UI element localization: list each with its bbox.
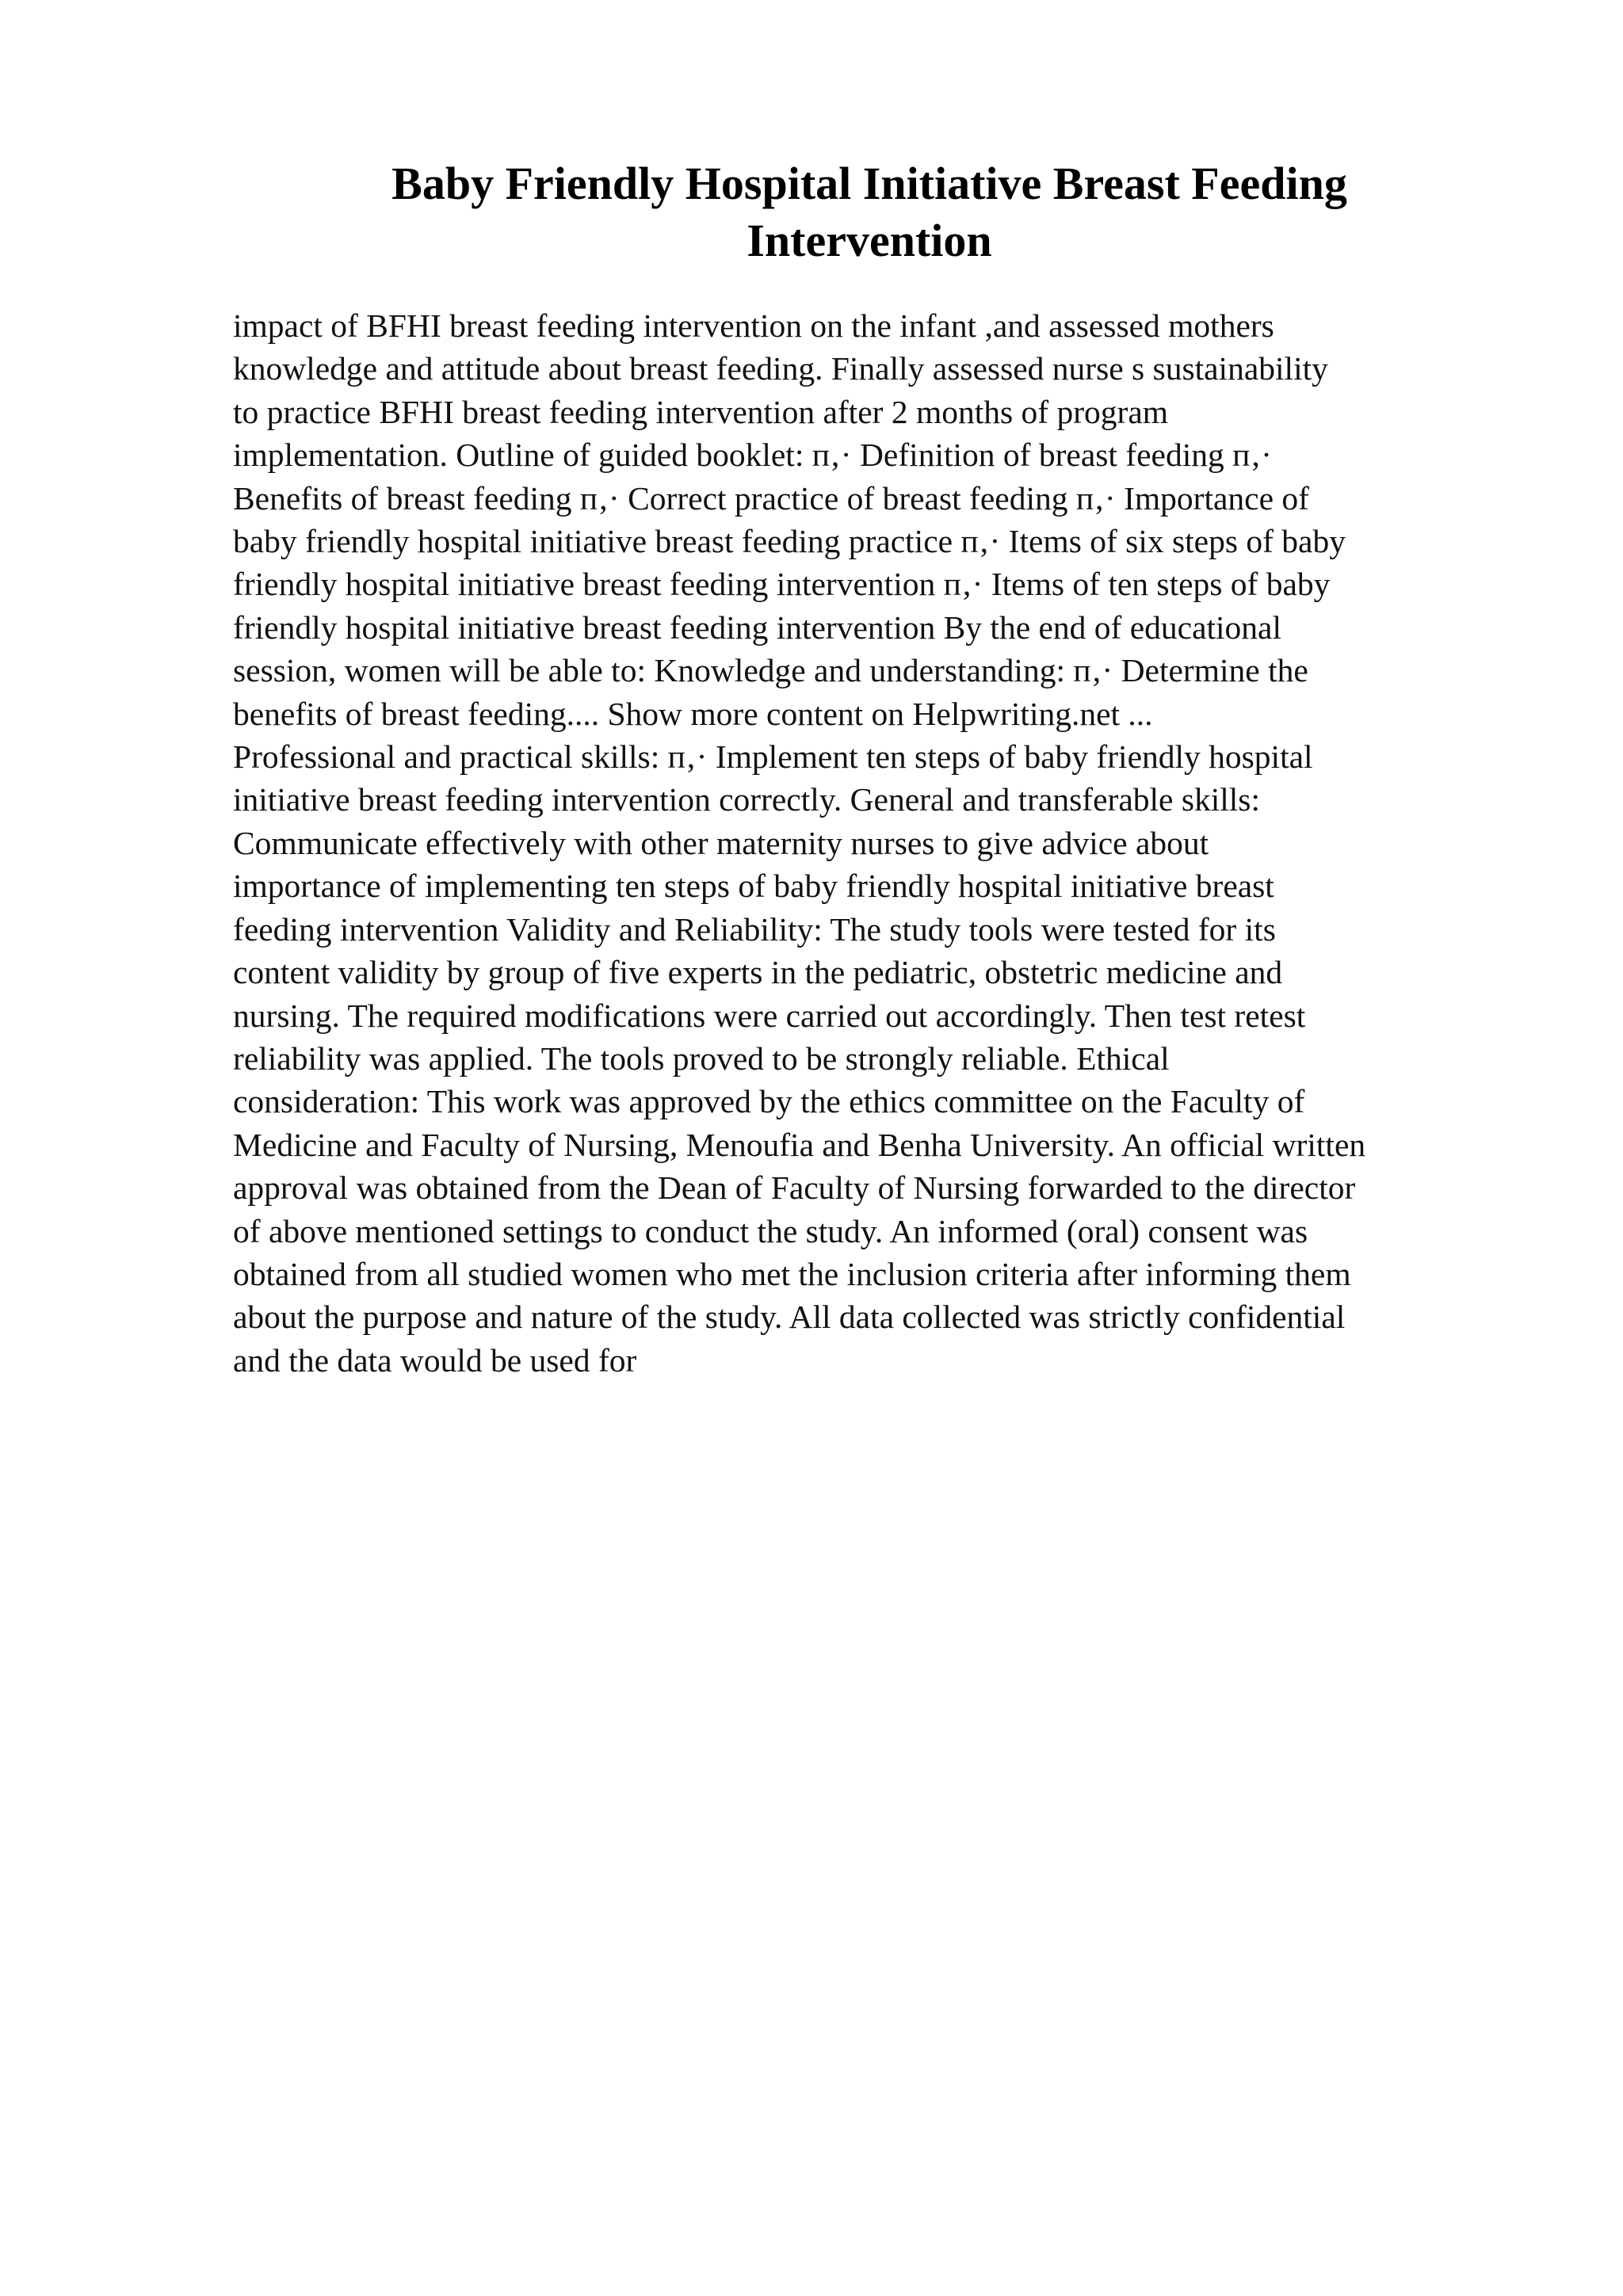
body-line: about the purpose and nature of the study. All data collected was strictly confidential [233,1299,1346,1336]
body-line: approval was obtained from the Dean of Faculty of Nursing forwarded to the director [233,1169,1356,1207]
body-line: Communicate effectively with other maternity nurses to give advice about [233,824,1209,861]
title-line: Baby Friendly Hospital Initiative Breast Feeding [391,158,1347,209]
body-line: benefits of breast feeding.... Show more content on Helpwriting.net ... [233,695,1153,732]
body-line: initiative breast feeding intervention correctly. General and transferable skills: [233,781,1260,818]
body-line: consideration: This work was approved by the ethics committee on the Faculty of [233,1083,1305,1120]
body-line: Professional and practical skills: п‚· Implement ten steps of baby friendly hospital [233,738,1313,776]
body-line: feeding intervention Validity and Reliability: The study tools were tested for its [233,910,1276,948]
body-line: knowledge and attitude about breast feeding. Finally assessed nurse s sustainability [233,350,1328,387]
body-line: baby friendly hospital initiative breast feeding practice п‚· Items of six steps of baby [233,523,1346,560]
body-line: to practice BFHI breast feeding intervention after 2 months of program [233,393,1169,430]
body-line: of above mentioned settings to conduct the study. An informed (oral) consent was [233,1212,1308,1249]
body-line: friendly hospital initiative breast feeding intervention By the end of educational [233,608,1281,646]
body-line: importance of implementing ten steps of baby friendly hospital initiative breast [233,868,1274,905]
body-line: Benefits of breast feeding п‚· Correct practice of breast feeding п‚· Importance of [233,479,1309,517]
body-line: and the data would be used for [233,1341,637,1379]
body-line: obtained from all studied women who met the inclusion criteria after informing them [233,1255,1351,1292]
body-line: friendly hospital initiative breast feeding intervention п‚· Items of ten steps of baby [233,566,1331,603]
body-line: session, women will be able to: Knowledge and understanding: п‚· Determine the [233,652,1308,689]
body-line: Medicine and Faculty of Nursing, Menoufia and Benha University. An official written [233,1126,1366,1163]
body-line: implementation. Outline of guided booklet: п‚· Definition of breast feeding п‚· [233,437,1272,474]
title-line: Intervention [747,215,992,266]
body-line: impact of BFHI breast feeding intervention on the infant ,and assessed mothers [233,307,1274,344]
body-line: nursing. The required modifications were carried out accordingly. Then test retest [233,997,1306,1034]
document-body [233,304,1612,1382]
document-title [233,155,1506,269]
body-line: reliability was applied. The tools proved to be strongly reliable. Ethical [233,1039,1170,1077]
body-line: content validity by group of five experts in the pediatric, obstetric medicine and [233,954,1283,991]
